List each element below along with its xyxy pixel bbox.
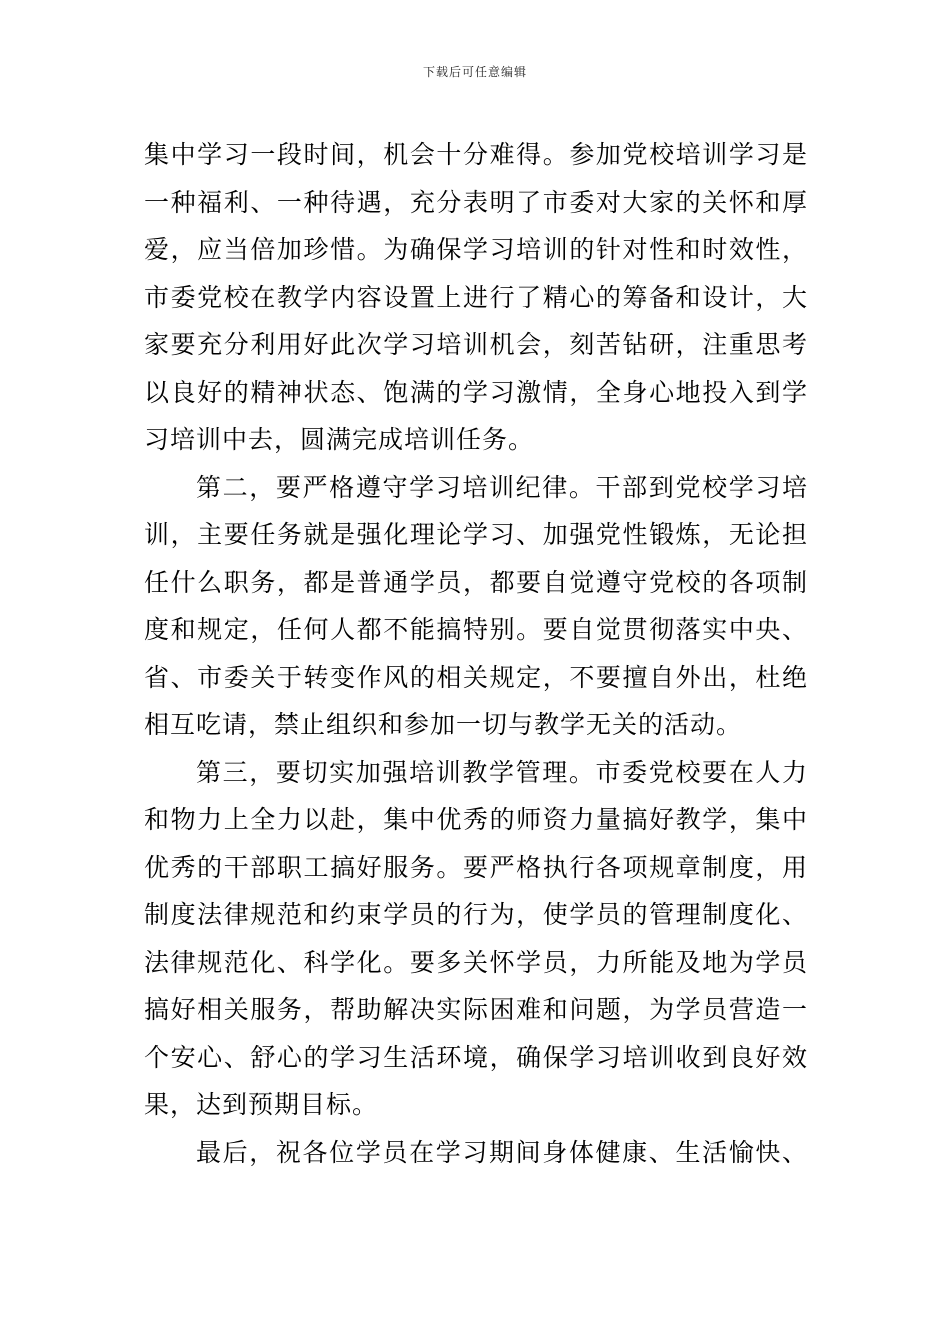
paragraph-line: 优秀的干部职工搞好服务。要严格执行各项规章制度，用	[144, 852, 808, 882]
paragraph-line: 任什么职务，都是普通学员，都要自觉遵守党校的各项制	[144, 567, 808, 597]
paragraph-line: 个安心、舒心的学习生活环境，确保学习培训收到良好效	[144, 1042, 808, 1072]
paragraph-line: 度和规定，任何人都不能搞特别。要自觉贯彻落实中央、	[144, 615, 808, 644]
paragraph-line: 爱，应当倍加珍惜。为确保学习培训的针对性和时效性，	[144, 235, 808, 264]
paragraph-line: 训，主要任务就是强化理论学习、加强党性锻炼，无论担	[144, 520, 808, 549]
paragraph-3	[144, 749, 808, 1129]
paragraph-line: 省、市委关于转变作风的相关规定，不要擅自外出，杜绝	[144, 662, 808, 692]
paragraph-line: 集中学习一段时间，机会十分难得。参加党校培训学习是	[144, 140, 808, 169]
paragraph-line: 最后，祝各位学员在学习期间身体健康、生活愉快、	[196, 1137, 808, 1167]
document-body	[144, 131, 808, 1176]
paragraph-line: 以良好的精神状态、饱满的学习激情，全身心地投入到学	[144, 377, 808, 407]
paragraph-line: 搞好相关服务，帮助解决实际困难和问题，为学员营造一	[144, 995, 808, 1024]
page-header: 下载后可任意编辑	[422, 65, 527, 79]
paragraph-line: 第三，要切实加强培训教学管理。市委党校要在人力	[196, 757, 808, 787]
paragraph-line: 家要充分利用好此次学习培训机会，刻苦钻研，注重思考	[144, 330, 808, 359]
paragraph-line: 习培训中去，圆满完成培训任务。	[144, 425, 535, 454]
paragraph-2	[144, 464, 808, 749]
paragraph-1	[144, 131, 808, 464]
paragraph-line: 法律规范化、科学化。要多关怀学员，力所能及地为学员	[144, 947, 808, 977]
paragraph-line: 相互吃请，禁止组织和参加一切与教学无关的活动。	[144, 710, 743, 739]
paragraph-4	[144, 1129, 808, 1177]
paragraph-line: 第二，要严格遵守学习培训纪律。干部到党校学习培	[196, 472, 808, 502]
paragraph-line: 制度法律规范和约束学员的行为，使学员的管理制度化、	[144, 900, 808, 929]
paragraph-line: 一种福利、一种待遇，充分表明了市委对大家的关怀和厚	[144, 187, 808, 217]
paragraph-line: 和物力上全力以赴，集中优秀的师资力量搞好教学，集中	[144, 805, 808, 834]
paragraph-line: 果，达到预期目标。	[144, 1090, 379, 1119]
paragraph-line: 市委党校在教学内容设置上进行了精心的筹备和设计，大	[144, 282, 808, 312]
